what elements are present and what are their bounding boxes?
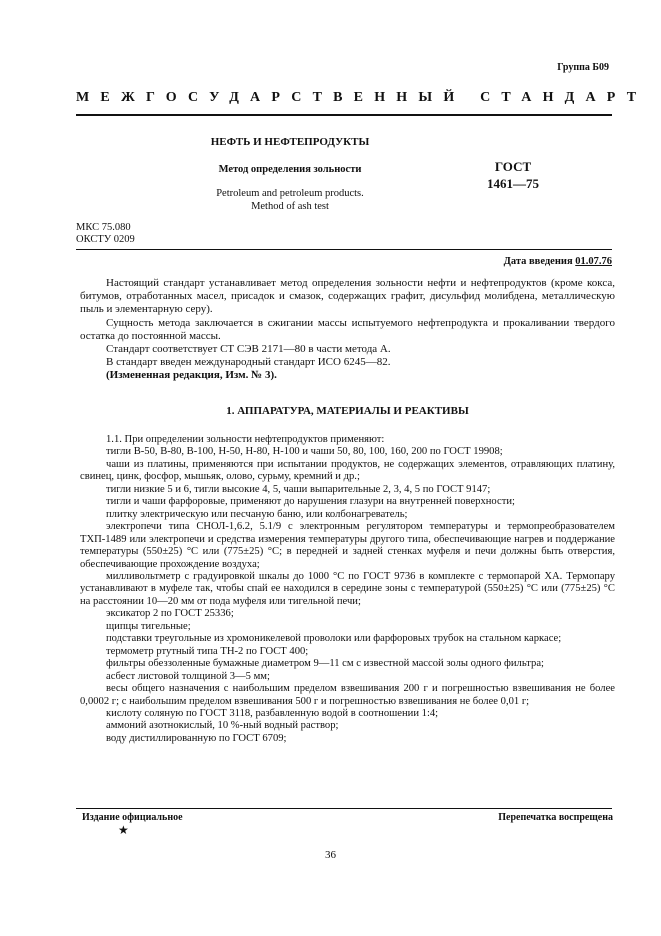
intro-date-label: Дата введения bbox=[503, 256, 576, 267]
list-item: милливольтметр с градуировкой шкалы до 1000 °С по ГОСТ 9736 в комплекте с термопарой ХА. Термопару устанавливают в муфеле так, чтобы спай ее находился в середине зоны с температурой (550±25) °С или (775±25) °С на расстоянии 10—20 мм от пода муфеля или тигельной печи; bbox=[80, 570, 615, 607]
list-item: кислоту соляную по ГОСТ 3118, разбавленную водой в соотношении 1:4; bbox=[106, 707, 439, 719]
section-text bbox=[80, 434, 615, 745]
list-item: эксикатор 2 по ГОСТ 25336; bbox=[106, 608, 234, 620]
list-item: тигли В-50, В-80, В-100, Н-50, Н-80, Н-100 и чаши 50, 80, 100, 160, 200 по ГОСТ 19908; bbox=[106, 446, 503, 458]
official-edition: Издание официальное bbox=[82, 812, 183, 823]
intro-paragraph: Настоящий стандарт устанавливает метод определения зольности нефти и нефтепродуктов (кроме кокса, битумов, отработанных масел, присадок и смазок, содержащих графит, дисульфид молибдена, металлическую пыль и элементарную серу). bbox=[80, 277, 615, 316]
section-heading: 1. АППАРАТУРА, МАТЕРИАЛЫ И РЕАКТИВЫ bbox=[226, 405, 469, 417]
list-item: плитку электрическую или песчаную баню, или колбонагреватель; bbox=[106, 508, 408, 520]
list-item: асбест листовой толщиной 3—5 мм; bbox=[106, 670, 270, 682]
method-title: Метод определения зольности bbox=[218, 164, 362, 175]
list-item: тигли и чаши фарфоровые, применяют до нарушения глазури на внутренней поверхности; bbox=[106, 496, 515, 508]
mks-code: МКС 75.080 bbox=[76, 222, 131, 233]
english-title-line1: Petroleum and petroleum products. bbox=[216, 188, 364, 199]
intro-paragraph: Стандарт соответствует СТ СЭВ 2171—80 в части метода А. bbox=[106, 343, 391, 356]
intro-text bbox=[80, 277, 615, 383]
intro-date bbox=[504, 256, 612, 267]
english-title-line2: Method of ash test bbox=[251, 201, 329, 212]
list-item: аммоний азотнокислый, 10 %-ный водный раствор; bbox=[106, 720, 339, 732]
header-rule bbox=[76, 114, 612, 116]
page-number: 36 bbox=[325, 849, 336, 861]
list-item: весы общего назначения с наибольшим пределом взвешивания 200 г и погрешностью взвешивания не более 0,0002 г; с наибольшим пределом взвешивания 500 г и погрешностью взвешивания не более 0,01 г; bbox=[80, 683, 615, 707]
gost-label: ГОСТ bbox=[494, 159, 532, 174]
list-item: термометр ртутный типа ТН-2 по ГОСТ 400; bbox=[106, 645, 309, 657]
list-item: подставки треугольные из хромоникелевой проволоки или фарфоровых трубок на стальном каркасе; bbox=[106, 633, 562, 645]
star-icon: ★ bbox=[118, 823, 129, 837]
footer-rule bbox=[76, 808, 612, 809]
intro-paragraph: В стандарт введен международный стандарт ИСО 6245—82. bbox=[106, 356, 391, 369]
list-item: чаши из платины, применяются при испытании продуктов, не содержащих элементов, отравляющих платину, свинец, цинк, фосфор, мышьяк, олово, сурьму, кремний и др.; bbox=[80, 458, 615, 483]
list-item: 1.1. При определении зольности нефтепродуктов применяют: bbox=[106, 434, 385, 445]
list-item: фильтры обеззоленные бумажные диаметром 9—11 см с известной массой золы одного фильтра; bbox=[106, 658, 544, 670]
list-item: щипцы тигельные; bbox=[106, 620, 191, 632]
amendment-note: (Измененная редакция, Изм. № 3). bbox=[106, 369, 277, 382]
list-item: воду дистиллированную по ГОСТ 6709; bbox=[106, 732, 287, 744]
classification-rule bbox=[76, 249, 612, 250]
gost-number: 1461—75 bbox=[487, 176, 539, 191]
intro-paragraph: Сущность метода заключается в сжигании массы испытуемого нефтепродукта и прокаливании твердого остатка до постоянной массы. bbox=[80, 316, 615, 342]
standard-banner: МЕЖГОСУДАРСТВЕННЫЙ СТАНДАРТ bbox=[76, 90, 648, 105]
intro-date-value: 01.07.76 bbox=[575, 256, 612, 267]
list-item: электропечи типа СНОЛ-1,6.2, 5.1/9 с электронным регулятором температуры и термопреобразователем ТХП-1489 или электропечи и средства измерения температуры другого типа, обеспечивающие нагрев и поддержание температуры (550±25) °С или (775±25) °С; в передней и задней стенках муфеля и печи должны быть отверстия, обеспечивающие прохождение воздуха; bbox=[80, 521, 615, 570]
list-item: тигли низкие 5 и 6, тигли высокие 4, 5, чаши выпарительные 2, 3, 4, 5 по ГОСТ 9147; bbox=[106, 483, 491, 495]
reprint-notice: Перепечатка воспрещена bbox=[498, 812, 613, 823]
okstu-code: ОКСТУ 0209 bbox=[76, 234, 135, 245]
group-code: Группа Б09 bbox=[557, 62, 609, 73]
standard-title: НЕФТЬ И НЕФТЕПРОДУКТЫ bbox=[210, 136, 370, 148]
